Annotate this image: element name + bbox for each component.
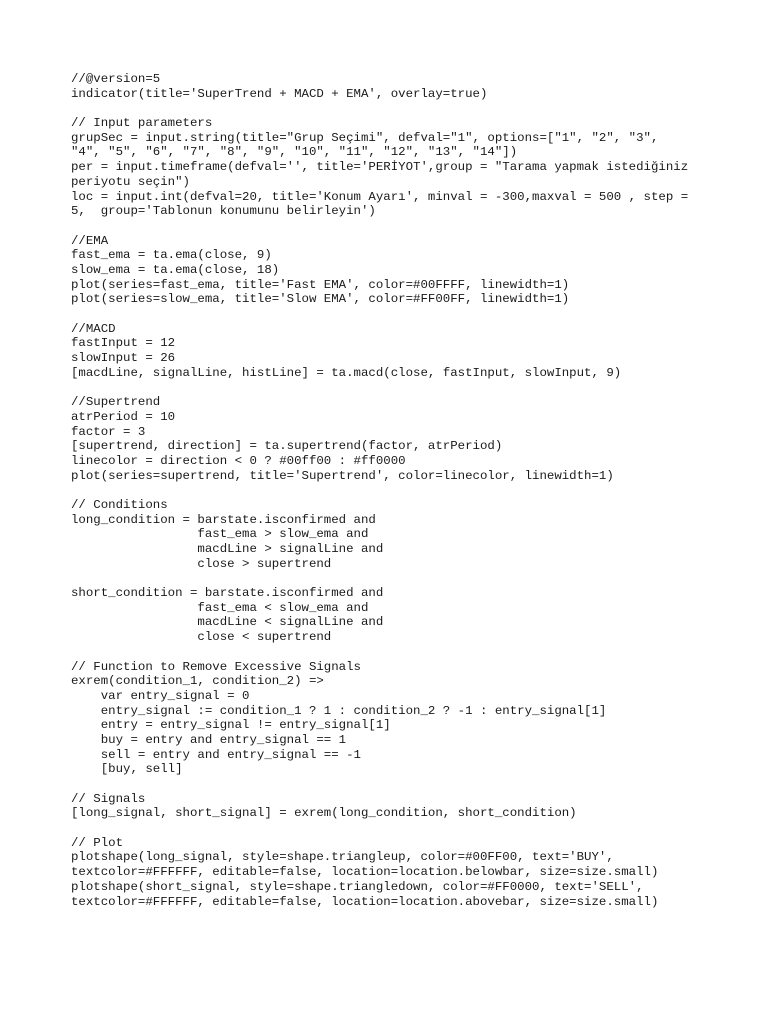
code-line: indicator(title='SuperTrend + MACD + EMA', overlay=true): [71, 86, 488, 101]
code-line: short_condition = barstate.isconfirmed and: [71, 586, 384, 601]
code-line: macdLine < signalLine and: [71, 615, 384, 630]
code-line: fast_ema = ta.ema(close, 9): [71, 248, 272, 263]
code-line: [macdLine, signalLine, histLine] = ta.macd(close, fastInput, slowInput, 9): [71, 365, 622, 380]
code-line: long_condition = barstate.isconfirmed and: [71, 512, 376, 527]
code-line: plot(series=fast_ema, title='Fast EMA', color=#00FFFF, linewidth=1): [71, 277, 570, 292]
code-line: [71, 380, 731, 395]
code-listing: [71, 72, 731, 909]
code-line: fast_ema < slow_ema and: [71, 600, 369, 615]
code-line: // Plot: [71, 835, 124, 850]
code-line: sell = entry and entry_signal == -1: [71, 747, 361, 762]
code-line: [71, 219, 731, 234]
code-line: fastInput = 12: [71, 336, 176, 351]
code-line: plot(series=supertrend, title='Supertrend', color=linecolor, linewidth=1): [71, 468, 614, 483]
code-line: // Conditions: [71, 497, 168, 512]
code-line: // Signals: [71, 791, 146, 806]
code-line: slowInput = 26: [71, 351, 176, 366]
code-line: per = input.timeframe(defval='', title='PERİYOT',group = "Tarama yapmak istediğiniz: [71, 160, 689, 175]
code-line: slow_ema = ta.ema(close, 18): [71, 262, 280, 277]
code-line: loc = input.int(defval=20, title='Konum Ayarı', minval = -300,maxval = 500 , step =: [71, 189, 689, 204]
code-line: factor = 3: [71, 424, 146, 439]
code-line: [71, 483, 731, 498]
code-line: [long_signal, short_signal] = exrem(long_condition, short_condition): [71, 806, 577, 821]
code-line: //MACD: [71, 321, 116, 336]
code-line: [71, 777, 731, 792]
code-line: // Input parameters: [71, 116, 213, 131]
code-line: //@version=5: [71, 72, 161, 86]
code-line: [buy, sell]: [71, 762, 183, 777]
code-line: "4", "5", "6", "7", "8", "9", "10", "11", "12", "13", "14"]): [71, 145, 518, 160]
code-line: 5, group='Tablonun konumunu belirleyin'): [71, 204, 376, 219]
code-line: textcolor=#FFFFFF, editable=false, location=location.abovebar, size=size.small): [71, 894, 659, 909]
code-line: atrPeriod = 10: [71, 409, 176, 424]
code-line: macdLine > signalLine and: [71, 542, 384, 556]
code-line: [71, 571, 731, 586]
code-line: fast_ema > slow_ema and: [71, 527, 369, 542]
code-line: exrem(condition_1, condition_2) =>: [71, 674, 324, 689]
code-line: plotshape(long_signal, style=shape.triangleup, color=#00FF00, text='BUY',: [71, 850, 614, 865]
code-line: entry_signal := condition_1 ? 1 : condition_2 ? -1 : entry_signal[1]: [71, 703, 607, 718]
code-line: [supertrend, direction] = ta.supertrend(factor, atrPeriod): [71, 439, 503, 454]
code-line: [71, 307, 731, 322]
code-line: grupSec = input.string(title="Grup Seçimi", defval="1", options=["1", "2", "3",: [71, 130, 659, 145]
code-line: [71, 645, 731, 660]
code-line: // Function to Remove Excessive Signals: [71, 659, 361, 674]
code-line: close < supertrend: [71, 630, 332, 645]
code-line: //Supertrend: [71, 395, 161, 410]
code-line: textcolor=#FFFFFF, editable=false, location=location.belowbar, size=size.small): [71, 865, 659, 880]
code-line: //EMA: [71, 233, 109, 248]
code-line: plot(series=slow_ema, title='Slow EMA', color=#FF00FF, linewidth=1): [71, 292, 570, 307]
code-line: [71, 821, 731, 836]
code-line: close > supertrend: [71, 556, 332, 571]
code-line: linecolor = direction < 0 ? #00ff00 : #ff0000: [71, 453, 406, 468]
code-line: buy = entry and entry_signal == 1: [71, 732, 347, 747]
code-line: periyotu seçin"): [71, 174, 190, 189]
code-line: plotshape(short_signal, style=shape.triangledown, color=#FF0000, text='SELL',: [71, 879, 644, 894]
code-line: [71, 101, 731, 116]
code-line: var entry_signal = 0: [71, 688, 250, 703]
code-line: entry = entry_signal != entry_signal[1]: [71, 718, 391, 733]
